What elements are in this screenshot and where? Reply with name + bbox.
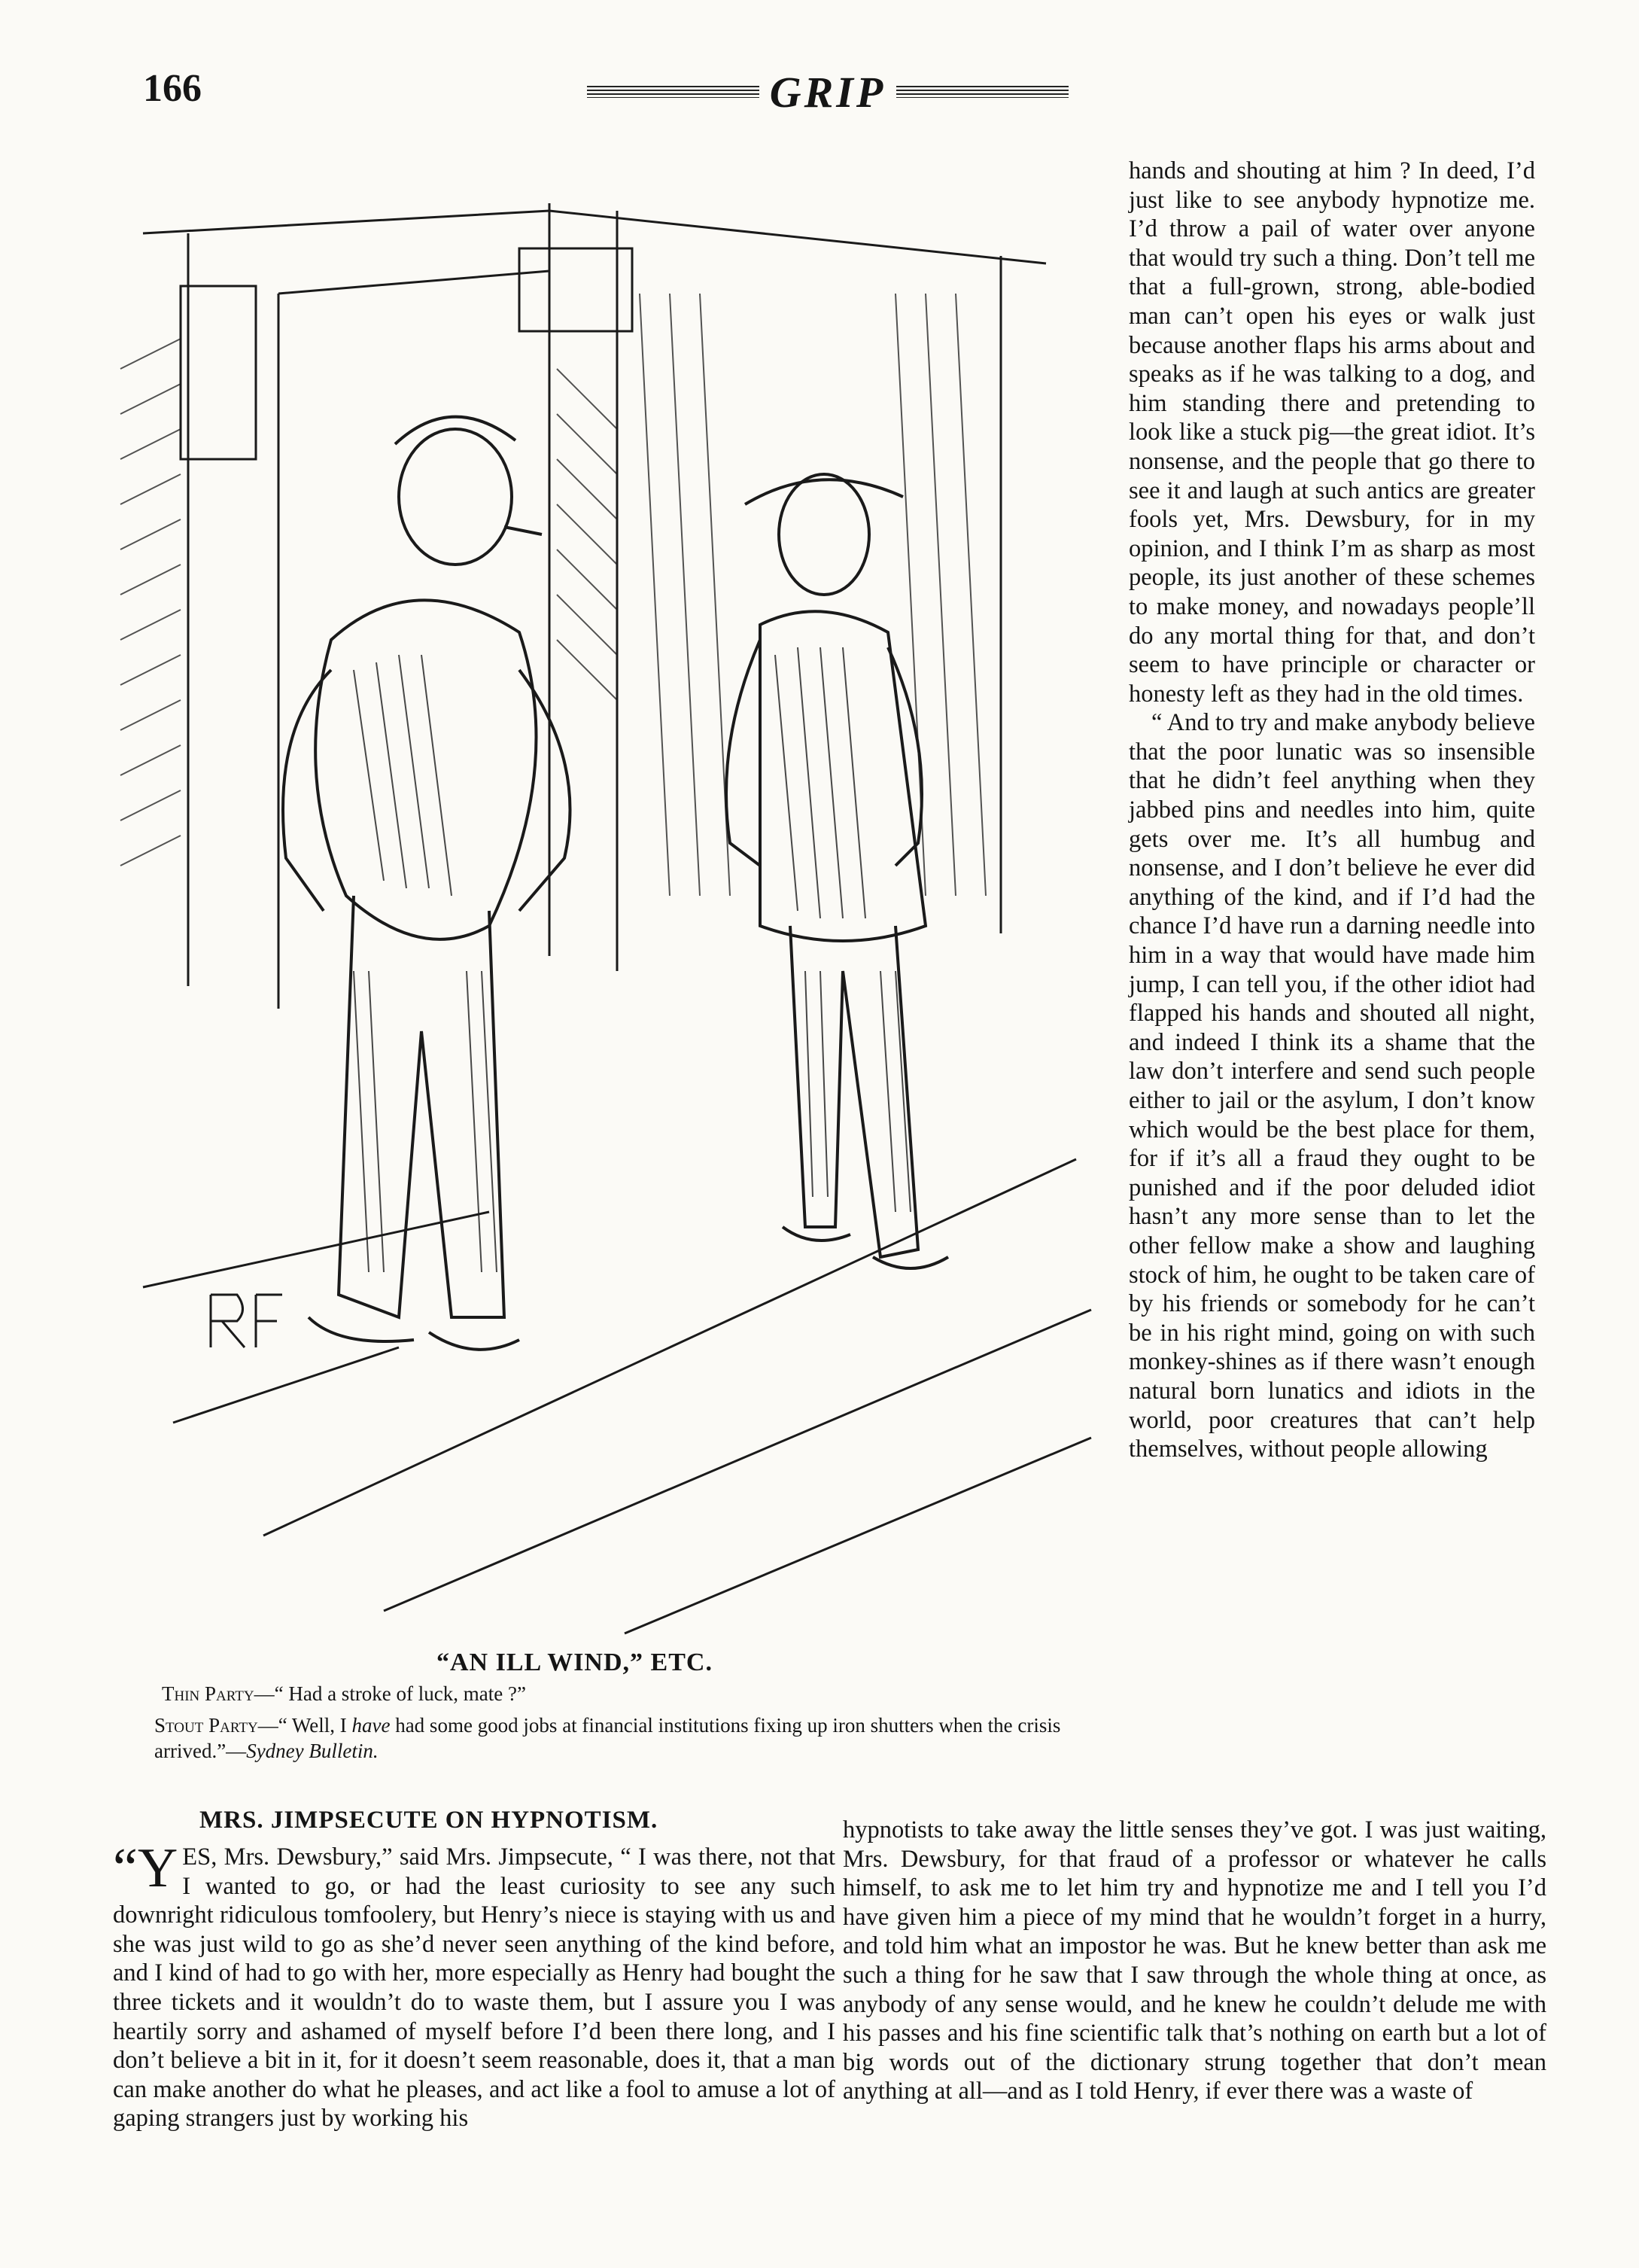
publication-title: GRIP [769,67,886,117]
article-left-paragraph [113,1837,835,2133]
masthead [587,67,1069,117]
article-right-column [843,1816,1546,2106]
stout-party-line-start: —“ Well, I [257,1714,352,1737]
drop-cap: “Y [113,1837,178,1899]
cartoon-illustration [98,143,1095,1648]
stout-party-emphasis: have [351,1714,391,1737]
article-title: MRS. JIMPSECUTE ON HYPNOTISM. [199,1807,658,1834]
article-right-paragraph: hypnotists to take away the little senses they’ve got. I was just waiting, Mrs. Dewsbury, for that fraud of a professor or whatever he calls himself, to ask me to let him try and hypnotize me and I tell you I’d have given him a piece of my mind that he wouldn’t forget in a hurry, and told him what an impostor he was. But he knew better than ask me such a thing for he saw that I saw through the whole thing at once, as anybody of any sense would, and he knew he couldn’t delude me with his passes and his fine scientific talk that’s nothing on earth but a lot of big words out of the dictionary strung together that don’t mean anything at all—and as I told Henry, if ever there was a waste of [843,1816,1546,2105]
caption-source: Sydney Bulletin. [246,1740,379,1762]
caption-thin-party [162,1682,526,1706]
right-column-paragraph-2: “ And to try and make anybody believe that the poor lunatic was so insensible that he didn’t feel anything when they jabbed pins and needles into him, quite gets over me. It’s all humbug and nonsense, and I don’t believe he ever did anything of the kind, and if I’d had the chance I’d have run a darning needle into him in a way that would have made him jump, I can tell you, if the other idiot had flapped his hands and shouted all night, and indeed I think its a shame that the law don’t interfere and send such people either to jail or the asylum, I don’t know which would be the best place for them, for if it’s all a fraud they ought to be punished and if the poor deluded idiot hasn’t any more sense than to let the other fellow make a show and laughing stock of him, he ought to be taken care of by his friends or somebody for he can’t be in his right mind, going on with such monkey-shines as if there wasn’t enough natural born lunatics and idiots in the world, poor creatures that can’t help themselves, without people allowing [1129,709,1535,1463]
thin-party-speaker: Thin Party [162,1682,254,1705]
right-column-paragraph-1: hands and shouting at him ? In deed, I’d just like to see anybody hypnotize me. I’d throw a pail of water over anyone that would try such a thing. Don’t tell me that a full-grown, strong, able-bodied man can’t open his eyes or walk just because another flaps his arms about and speaks as if he was talking to a dog, and him standing there and pretending to look like a stuck pig—the great idiot. It’s nonsense, and the people that go there to see it and laugh at such antics are greater fools yet, Mrs. Dewsbury, for in my opinion, and I think I’m as sharp as most people, its just another of these schemes to make money, and nowadays people’ll do any mortal thing for that, and don’t seem to have principle or character or honesty left as they had in the old times. [1129,157,1535,708]
stout-party-speaker: Stout Party [154,1714,258,1737]
caption-title: “AN ILL WIND,” ETC. [436,1648,713,1676]
caption-stout-party [154,1712,1102,1764]
masthead-rule-right [896,86,1069,98]
article-left-text: ES, Mrs. Dewsbury,” said Mrs. Jimpsecute, “ I was there, not that I wanted to go, or had the least curiosity to see any such downright ridiculous tomfoolery, but Henry’s niece is staying with us and she was just wild to go as she’d never seen anything of the kind before, and I kind of had to go with her, more especially as Henry had bought the three tickets and it wouldn’t do to waste them, but I assure you I was heartily sorry and ashamed of myself before I’d been there long, and I don’t believe a bit in it, for it doesn’t seem reasonable, does it, that a man can make another do what he pleases, and act like a fool to amuse a lot of gaping strangers just by working his [113,1843,835,2133]
right-column-text [1129,157,1535,1464]
thin-party-line: —“ Had a stroke of luck, mate ?” [254,1682,526,1705]
masthead-rule-left [587,86,759,98]
stout-party-line-end: had some good jobs at financial institutions fixing up iron shutters when the crisis arrived.”— [154,1714,1061,1762]
article-left-column [113,1837,835,2133]
page-number: 166 [143,67,202,110]
